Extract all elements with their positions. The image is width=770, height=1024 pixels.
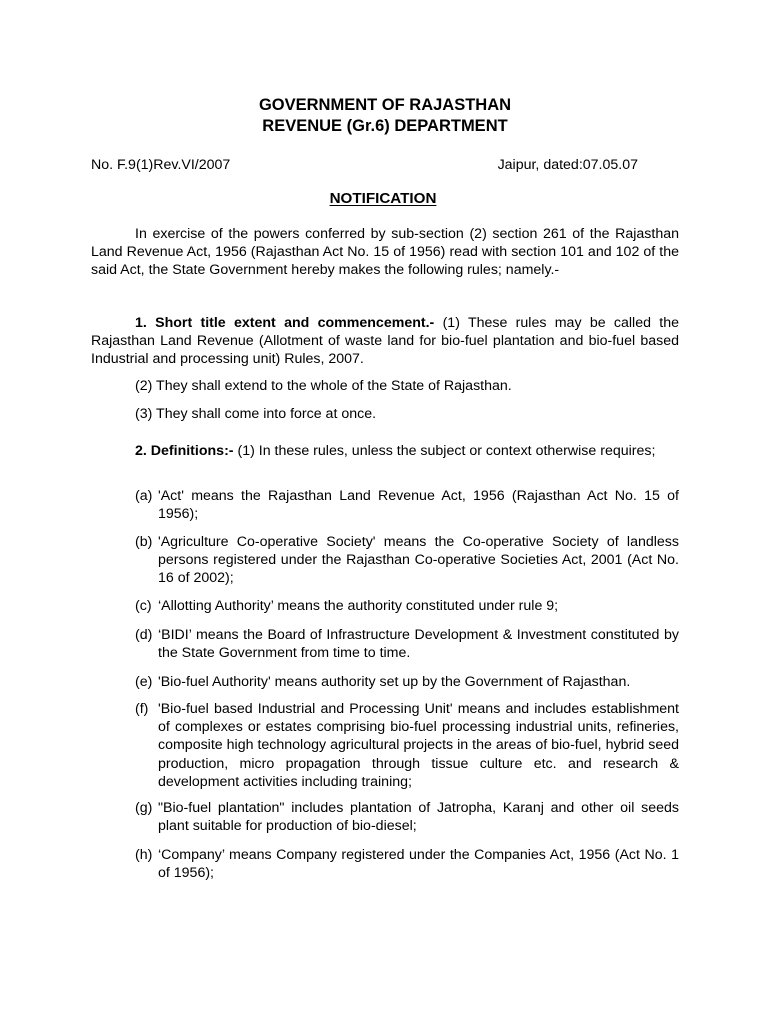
definition-text: 'Bio-fuel Authority' means authority set up by the Government of Rajasthan. bbox=[158, 674, 631, 690]
government-heading: GOVERNMENT OF RAJASTHAN bbox=[258, 96, 512, 114]
definition-item bbox=[135, 597, 679, 615]
rule-1-paragraph bbox=[91, 314, 679, 369]
definition-label: (e) bbox=[135, 674, 153, 690]
definition-label: (c) bbox=[135, 598, 152, 614]
reference-number: No. F.9(1)Rev.VI/2007 bbox=[91, 157, 231, 173]
definition-text: 'Agriculture Co-operative Society' means the Co-operative Society of landless persons registered under the Rajasthan Co-operative Societies Act, 2001 (Act No. 16 of 2002); bbox=[158, 534, 679, 587]
definition-label: (f) bbox=[135, 701, 149, 717]
definition-text: ‘Company’ means Company registered under the Companies Act, 1956 (Act No. 1 of 1956); bbox=[158, 847, 679, 882]
rule-2-heading: 2. Definitions:- bbox=[135, 443, 234, 459]
rule-1-text: (1) These rules may be called the Rajasthan Land Revenue (Allotment of waste land for bio-fuel plantation and bio-fuel based Industrial and processing unit) Rules, 2007. bbox=[91, 315, 679, 368]
notification-title bbox=[91, 190, 679, 208]
rule-1-subclause-2: (2) They shall extend to the whole of the State of Rajasthan. bbox=[135, 378, 512, 394]
definition-text: ‘BIDI’ means the Board of Infrastructure Development & Investment constituted by the State Government from time to time. bbox=[158, 627, 679, 662]
definition-item bbox=[135, 673, 679, 691]
definition-label: (g) bbox=[135, 800, 153, 816]
definition-label: (b) bbox=[135, 534, 153, 550]
definition-label: (d) bbox=[135, 627, 153, 643]
definition-label: (a) bbox=[135, 488, 153, 504]
department-heading: REVENUE (Gr.6) DEPARTMENT bbox=[262, 117, 508, 135]
rule-1-subclause-3: (3) They shall come into force at once. bbox=[135, 406, 377, 422]
notification-title-text: NOTIFICATION bbox=[329, 190, 437, 207]
definition-item bbox=[135, 700, 679, 791]
definition-text: "Bio-fuel plantation" includes plantation of Jatropha, Karanj and other oil seeds plant suitable for production of bio-diesel; bbox=[158, 800, 679, 835]
preamble-paragraph: In exercise of the powers conferred by sub-section (2) section 261 of the Rajasthan Land Revenue Act, 1956 (Rajasthan Act No. 15 of 1956) read with section 101 and 102 of the said Act, the State Government hereby makes the following rules; namely.- bbox=[91, 226, 679, 279]
definition-label: (h) bbox=[135, 847, 153, 863]
definition-item bbox=[135, 533, 679, 588]
reference-line bbox=[91, 156, 679, 174]
rule-1-heading: 1. Short title extent and commencement.- bbox=[135, 315, 435, 331]
reference-date: Jaipur, dated:07.05.07 bbox=[497, 157, 638, 173]
definition-item bbox=[135, 626, 679, 662]
definition-text: ‘Allotting Authority’ means the authority constituted under rule 9; bbox=[158, 598, 559, 614]
definition-text: 'Bio-fuel based Industrial and Processing Unit' means and includes establishment of complexes or estates comprising bio-fuel processing industrial units, refineries, composite high technology agricultural projects in the areas of bio-fuel, hybrid seed production, micro propagation through tissue culture etc. and research & development activities including training; bbox=[158, 701, 679, 790]
definition-item bbox=[135, 799, 679, 835]
definition-text: 'Act' means the Rajasthan Land Revenue Act, 1956 (Rajasthan Act No. 15 of 1956); bbox=[158, 488, 679, 523]
rule-2-paragraph bbox=[91, 442, 679, 460]
definition-item bbox=[135, 846, 679, 882]
definition-item bbox=[135, 487, 679, 523]
rule-2-text: (1) In these rules, unless the subject or context otherwise requires; bbox=[233, 443, 656, 459]
